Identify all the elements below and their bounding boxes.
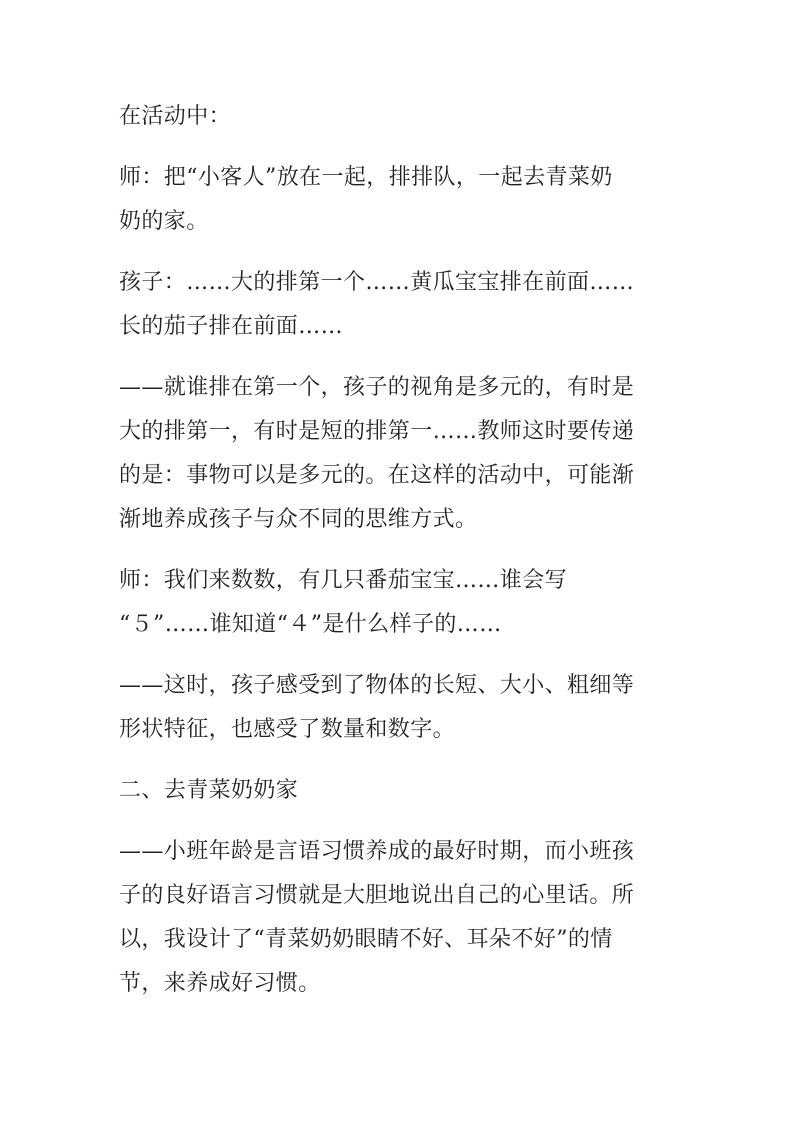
text-line: ——就谁排在第一个，孩子的视角是多元的，有时是 — [119, 375, 635, 400]
text-line: 节，来养成好习惯。 — [119, 971, 321, 996]
text-line: 奶的家。 — [119, 209, 209, 234]
paragraph-activity-intro — [119, 95, 679, 139]
paragraph-teacher-line-up — [119, 156, 679, 244]
text-line: 长的茄子排在前面…… — [119, 314, 344, 339]
text-line: 以，我设计了“青菜奶奶眼睛不好、耳朵不好”的情 — [119, 927, 613, 952]
section-heading — [119, 769, 679, 813]
paragraph-commentary-language — [119, 830, 679, 1006]
paragraph-teacher-counting — [119, 559, 679, 647]
text-line: 的是：事物可以是多元的。在这样的活动中，可能渐 — [119, 463, 635, 488]
text-line: 师：把“小客人”放在一起，排排队，一起去青菜奶 — [119, 165, 613, 190]
text-line: 形状特征，也感受了数量和数字。 — [119, 717, 456, 742]
text-line: “５”……谁知道“４”是什么样子的…… — [119, 612, 502, 637]
text-line: 二、去青菜奶奶家 — [119, 778, 299, 803]
text-line: ——这时，孩子感受到了物体的长短、大小、粗细等 — [119, 673, 635, 698]
document-body — [119, 95, 679, 1023]
text-line: 师：我们来数数，有几只番茄宝宝……谁会写 — [119, 568, 568, 593]
text-line: 渐地养成孩子与众不同的思维方式。 — [119, 507, 478, 532]
text-line: ——小班年龄是言语习惯养成的最好时期，而小班孩 — [119, 839, 635, 864]
text-line: 子的良好语言习惯就是大胆地说出自己的心里话。所 — [119, 883, 635, 908]
paragraph-commentary-shapes — [119, 664, 679, 752]
text-line: 孩子：……大的排第一个……黄瓜宝宝排在前面…… — [119, 270, 635, 295]
text-line: 大的排第一，有时是短的排第一……教师这时要传递 — [119, 419, 635, 444]
paragraph-commentary-diversity — [119, 366, 679, 542]
paragraph-children-response — [119, 261, 679, 349]
text-line: 在活动中： — [119, 104, 232, 129]
